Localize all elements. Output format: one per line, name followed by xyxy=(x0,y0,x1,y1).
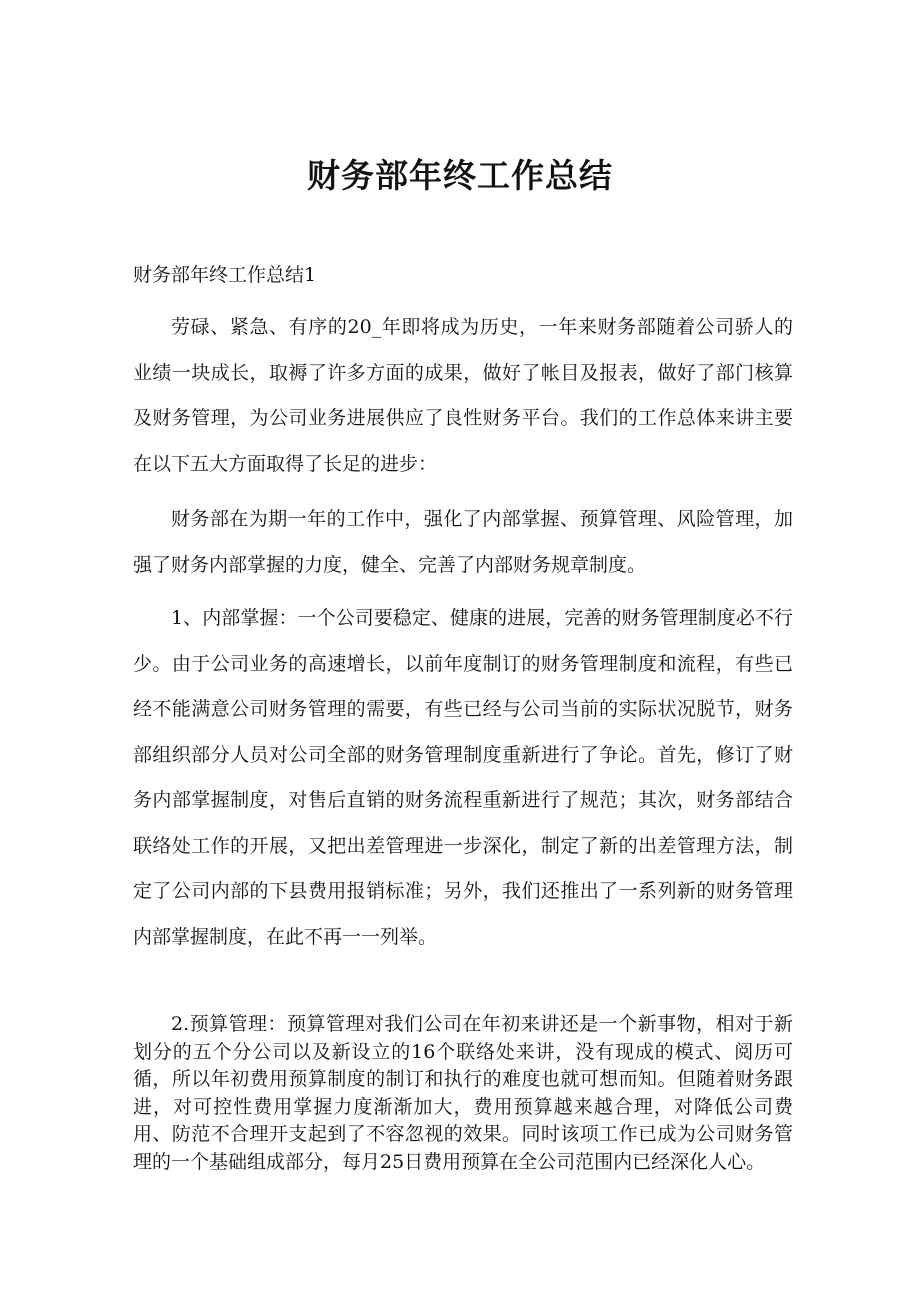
document-title: 财务部年终工作总结 xyxy=(307,156,613,195)
section-heading: 财务部年终工作总结1 xyxy=(133,264,317,286)
paragraph-overview: 财务部在为期一年的工作中，强化了内部掌握、预算管理、风险管理，加强了财务内部掌握的力度，健全、完善了内部财务规章制度。 xyxy=(133,508,793,576)
paragraph-budget-management: 2.预算管理：预算管理对我们公司在年初来讲还是一个新事物，相对于新划分的五个分公司以及新设立的16个联络处来讲，没有现成的模式、阅历可循，所以年初费用预算制度的制订和执行的难度也就可想而知。但随着财务跟进，对可控性费用掌握力度渐渐加大，费用预算越来越合理，对降低公司费用、防范不合理开支起到了不容忽视的效果。同时该项工作已成为公司财务管理的一个基础组成部分，每月25日费用预算在全公司范围内已经深化人心。 xyxy=(133,1013,793,1173)
paragraph-internal-control: 1、内部掌握：一个公司要稳定、健康的进展，完善的财务管理制度必不行少。由于公司业务的高速增长，以前年度制订的财务管理制度和流程，有些已经不能满意公司财务管理的需要，有些已经与公司当前的实际状况脱节，财务部组织部分人员对公司全部的财务管理制度重新进行了争论。首先，修订了财务内部掌握制度，对售后直销的财务流程重新进行了规范；其次，财务部结合联络处工作的开展，又把出差管理进一步深化，制定了新的出差管理方法，制定了公司内部的下县费用报销标准；另外，我们还推出了一系列新的财务管理内部掌握制度，在此不再一一列举。 xyxy=(133,607,793,948)
paragraph-intro: 劳碌、紧急、有序的20_年即将成为历史，一年来财务部随着公司骄人的业绩一块成长，取褥了许多方面的成果，做好了帐目及报表，做好了部门核算及财务管理，为公司业务进展供应了良性财务平台。我们的工作总体来讲主要在以下五大方面取得了长足的进步： xyxy=(133,316,793,475)
